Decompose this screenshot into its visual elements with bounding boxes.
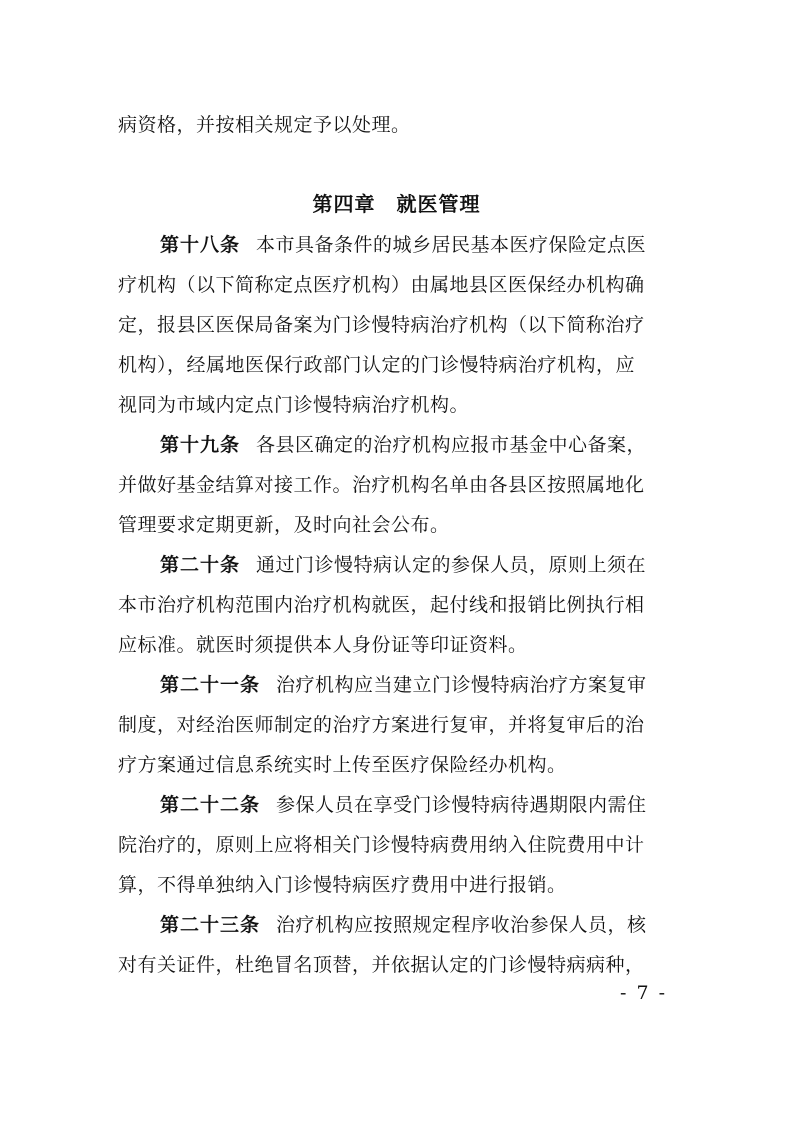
- article-text: 通过门诊慢特病认定的参保人员，原则上须在: [256, 554, 647, 576]
- article-text-line: 算，不得单独纳入门诊慢特病医疗费用中进行报销。: [118, 874, 567, 896]
- article-text: 各县区确定的治疗机构应报市基金中心备案，: [256, 434, 647, 456]
- article-21-first-line: [160, 672, 647, 698]
- article-text-line: 定，报县区医保局备案为门诊慢特病治疗机构（以下简称治疗: [118, 314, 645, 336]
- article-label: 第二十二条: [160, 794, 261, 816]
- article-text: 参保人员在享受门诊慢特病待遇期限内需住: [276, 794, 647, 816]
- article-label: 第二十一条: [160, 674, 261, 696]
- chapter-heading: 第四章 就医管理: [312, 192, 481, 216]
- article-text-line: 疗方案通过信息系统实时上传至医疗保险经办机构。: [118, 754, 567, 776]
- article-text-line: 本市治疗机构范围内治疗机构就医，起付线和报销比例执行相: [118, 594, 645, 616]
- article-22-first-line: [160, 792, 647, 818]
- article-text-line: 管理要求定期更新，及时向社会公布。: [118, 514, 450, 536]
- article-18-first-line: [160, 232, 646, 258]
- article-text: 治疗机构应当建立门诊慢特病治疗方案复审: [276, 674, 647, 696]
- article-text-line: 视同为市域内定点门诊慢特病治疗机构。: [118, 394, 470, 416]
- article-label: 第十九条: [160, 434, 241, 456]
- carryover-line: 病资格，并按相关规定予以处理。: [118, 114, 411, 136]
- article-text-line: 应标准。就医时须提供本人身份证等印证资料。: [118, 634, 528, 656]
- page-number: - 7 -: [620, 982, 668, 1004]
- article-text-line: 并做好基金结算对接工作。治疗机构名单由各县区按照属地化: [118, 474, 645, 496]
- article-label: 第二十三条: [160, 914, 261, 936]
- article-text-line: 机构），经属地医保行政部门认定的门诊慢特病治疗机构，应: [118, 354, 636, 376]
- article-text-line: 对有关证件，杜绝冒名顶替，并依据认定的门诊慢特病病种，: [118, 954, 645, 976]
- article-23-first-line: [160, 912, 647, 938]
- article-19-first-line: [160, 432, 646, 458]
- article-label: 第二十条: [160, 554, 241, 576]
- article-text: 本市具备条件的城乡居民基本医疗保险定点医: [256, 234, 647, 256]
- article-text-line: 制度，对经治医师制定的治疗方案进行复审，并将复审后的治: [118, 714, 645, 736]
- article-20-first-line: [160, 552, 646, 578]
- article-text-line: 疗机构（以下简称定点医疗机构）由属地县区医保经办机构确: [118, 274, 645, 296]
- article-text: 治疗机构应按照规定程序收治参保人员，核: [276, 914, 647, 936]
- article-text-line: 院治疗的，原则上应将相关门诊慢特病费用纳入住院费用中计: [118, 834, 645, 856]
- article-label: 第十八条: [160, 234, 241, 256]
